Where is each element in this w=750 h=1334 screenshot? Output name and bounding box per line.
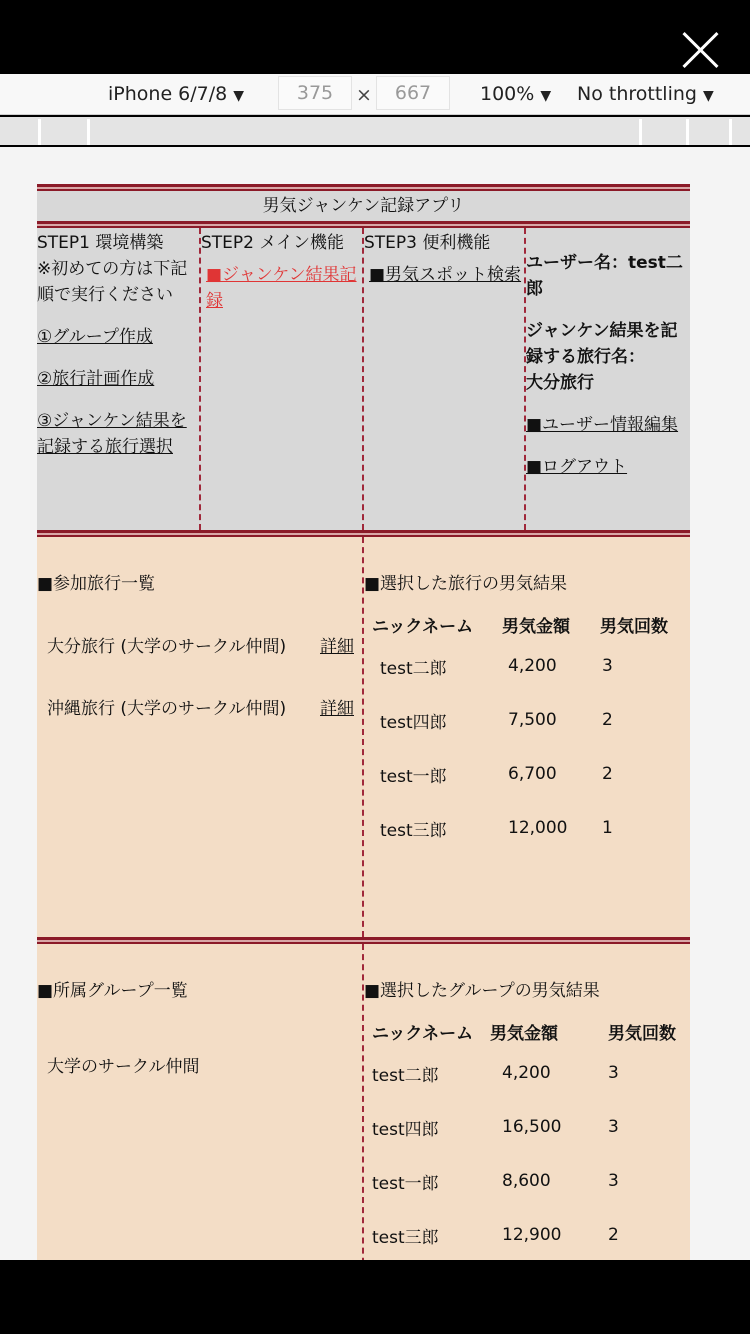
throttling-label: No throttling <box>577 83 697 105</box>
divider <box>37 530 690 537</box>
amount: 4,200 <box>502 1063 551 1083</box>
count: 3 <box>608 1117 619 1137</box>
step1-heading: STEP1 環境構築 <box>37 233 164 253</box>
amount: 12,000 <box>508 818 568 838</box>
divider <box>37 221 690 228</box>
amount: 4,200 <box>508 656 557 676</box>
col-count: 男気回数 <box>600 616 668 637</box>
select-trip-link[interactable]: ③ジャンケン結果を記録する旅行選択 <box>37 411 187 457</box>
divider <box>37 937 690 944</box>
spot-search-link[interactable]: ■男気スポット検索 <box>369 265 522 285</box>
trip-section <box>37 537 690 937</box>
trip-results-table <box>372 609 668 855</box>
count: 1 <box>602 818 613 838</box>
count: 2 <box>602 764 613 784</box>
nickname: test四郎 <box>380 712 447 733</box>
close-icon[interactable] <box>680 30 720 70</box>
step3-heading: STEP3 便利機能 <box>364 233 491 253</box>
count: 3 <box>608 1063 619 1083</box>
col-nickname: ニックネーム <box>372 1023 474 1044</box>
table-row <box>372 1100 676 1154</box>
count: 2 <box>608 1225 619 1245</box>
current-trip-name: 大分旅行 <box>526 373 594 393</box>
group-section <box>37 944 690 1260</box>
ruler-tick <box>729 119 732 145</box>
step1-note: ※初めての方は下記順で実行ください <box>37 259 188 305</box>
trip-detail-link[interactable]: 詳細 <box>320 698 354 719</box>
top-bar <box>0 0 750 74</box>
group-item[interactable]: 大学のサークル仲間 <box>47 1057 200 1077</box>
amount: 6,700 <box>508 764 557 784</box>
nickname: test四郎 <box>372 1119 439 1140</box>
record-janken-link[interactable]: ■ジャンケン結果記録 <box>206 265 357 311</box>
times-icon: × <box>356 84 372 106</box>
trip-results <box>362 537 690 937</box>
trip-label: ジャンケン結果を記録する旅行名： <box>526 321 678 367</box>
create-trip-link[interactable]: ②旅行計画作成 <box>37 369 155 389</box>
app-title: 男気ジャンケン記録アプリ <box>37 191 690 221</box>
device-select[interactable] <box>108 80 244 110</box>
chevron-down-icon: ▼ <box>540 88 552 104</box>
media-query-bar[interactable] <box>0 117 750 145</box>
ruler-tick <box>639 119 642 145</box>
group-results-heading: ■選択したグループの男気結果 <box>364 981 600 1001</box>
trip-list <box>37 537 362 937</box>
trip-results-heading: ■選択した旅行の男気結果 <box>364 574 568 594</box>
zoom-select[interactable] <box>480 80 551 110</box>
width-input[interactable]: 375 <box>278 76 352 110</box>
trip-item <box>37 613 362 675</box>
nickname: test二郎 <box>372 1065 439 1086</box>
ruler-tick <box>87 119 90 145</box>
nickname: test二郎 <box>380 658 447 679</box>
divider <box>37 184 690 191</box>
trip-name: 沖縄旅行 (大学のサークル仲間) <box>47 698 287 719</box>
table-row <box>372 1154 676 1208</box>
username-label: ユーザー名：test二郎 <box>526 253 683 299</box>
table-row <box>372 801 668 855</box>
nickname: test三郎 <box>372 1227 439 1248</box>
step2-column <box>199 228 362 530</box>
zoom-label: 100% <box>480 83 535 105</box>
col-amount: 男気金額 <box>490 1023 558 1044</box>
group-results <box>362 944 690 1260</box>
create-group-link[interactable]: ①グループ作成 <box>37 327 153 347</box>
group-list <box>37 944 362 1260</box>
col-nickname: ニックネーム <box>372 616 474 637</box>
user-column <box>524 228 690 530</box>
app-page <box>37 184 690 1260</box>
table-row <box>372 639 668 693</box>
count: 3 <box>608 1171 619 1191</box>
table-row <box>372 1208 676 1260</box>
device-toolbar <box>0 74 750 115</box>
col-count: 男気回数 <box>608 1023 676 1044</box>
step3-column <box>362 228 524 530</box>
nickname: test一郎 <box>380 766 447 787</box>
chevron-down-icon: ▼ <box>233 88 245 104</box>
amount: 12,900 <box>502 1225 562 1245</box>
ruler-tick <box>686 119 689 145</box>
amount: 7,500 <box>508 710 557 730</box>
step1-column <box>37 228 199 530</box>
amount: 16,500 <box>502 1117 562 1137</box>
ruler-tick <box>38 119 41 145</box>
table-row <box>372 747 668 801</box>
throttling-select[interactable] <box>577 80 714 110</box>
nickname: test一郎 <box>372 1173 439 1194</box>
count: 2 <box>602 710 613 730</box>
device-label: iPhone 6/7/8 <box>108 83 228 105</box>
trip-detail-link[interactable]: 詳細 <box>320 636 354 657</box>
trip-name: 大分旅行 (大学のサークル仲間) <box>47 636 287 657</box>
table-row <box>372 1046 676 1100</box>
chevron-down-icon: ▼ <box>703 88 714 104</box>
col-amount: 男気金額 <box>502 616 570 637</box>
step2-heading: STEP2 メイン機能 <box>201 233 345 253</box>
group-results-table <box>372 1016 676 1260</box>
height-input[interactable]: 667 <box>376 76 450 110</box>
table-row <box>372 693 668 747</box>
logout-link[interactable]: ■ログアウト <box>526 457 628 477</box>
edit-user-link[interactable]: ■ユーザー情報編集 <box>526 415 679 435</box>
count: 3 <box>602 656 613 676</box>
trip-item <box>37 675 362 737</box>
amount: 8,600 <box>502 1171 551 1191</box>
nav-panel <box>37 228 690 530</box>
device-viewport <box>0 147 750 1260</box>
group-list-heading: ■所属グループ一覧 <box>37 981 188 1001</box>
trip-list-heading: ■参加旅行一覧 <box>37 574 156 594</box>
nickname: test三郎 <box>380 820 447 841</box>
